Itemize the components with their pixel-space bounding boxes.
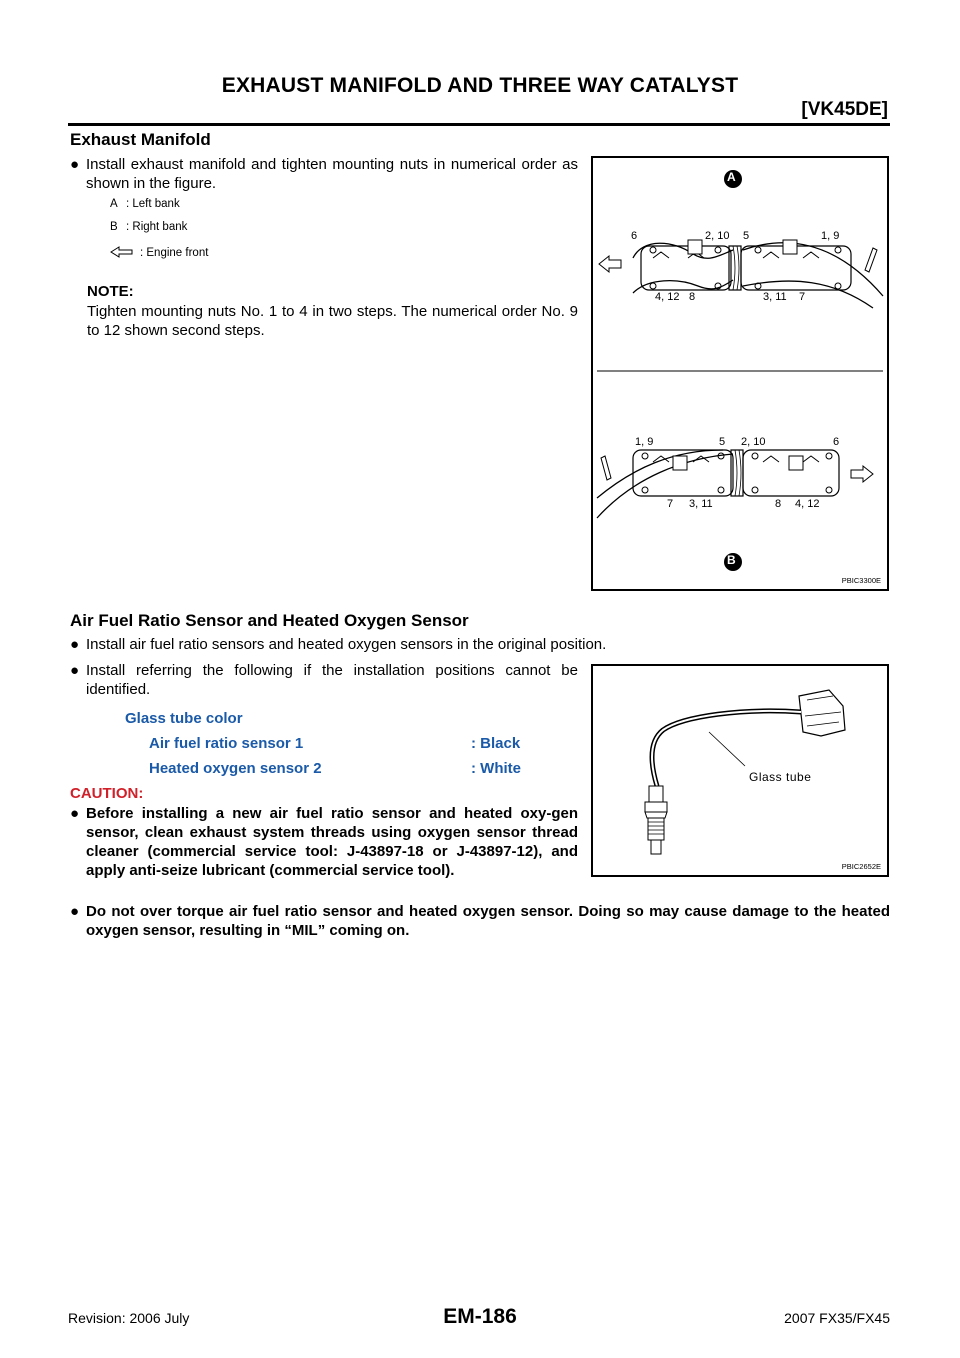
note-text: Tighten mounting nuts No. 1 to 4 in two steps. The numerical order No. 9 to 12 shown second steps. (87, 303, 578, 339)
caution-text: Do not over torque air fuel ratio sensor and heated oxygen sensor. Doing so may cause damage to the heated oxygen sensor, resulting in “MIL” coming on. (86, 903, 890, 939)
nut-label: 8 (775, 498, 782, 510)
caution-item-torque (70, 902, 890, 940)
legend-value: : Left bank (126, 198, 180, 210)
glass-row-name: Heated oxygen sensor 2 (149, 760, 322, 777)
glass-tube-title: Glass tube color (125, 710, 243, 727)
callout-glass-tube: Glass tube (749, 770, 812, 784)
footer-page-number: EM-186 (443, 1305, 517, 1328)
nut-label: 1, 9 (635, 436, 654, 448)
section-heading-sensors: Air Fuel Ratio Sensor and Heated Oxygen Sensor (70, 611, 469, 630)
bullet-install-manifold (70, 155, 578, 193)
glass-row-value: : White (471, 760, 521, 777)
bullet-icon: ● (70, 636, 80, 653)
nut-label: 6 (833, 436, 840, 448)
caution-label: CAUTION: (70, 785, 144, 802)
glass-row-value: : Black (471, 735, 521, 752)
nut-label: 4, 12 (795, 498, 820, 510)
section-heading-exhaust-manifold: Exhaust Manifold (70, 130, 211, 149)
bullet-icon: ● (70, 662, 80, 679)
bullet-icon: ● (70, 156, 80, 173)
legend-value: : Engine front (140, 247, 209, 259)
nut-label: 6 (631, 230, 638, 242)
bullet-text: Install referring the following if the installation positions cannot be identified. (86, 662, 578, 698)
manifold-diagram (593, 158, 887, 589)
caution-text: Before installing a new air fuel ratio sensor and heated oxy-gen sensor, clean exhaust system threads using oxygen sensor thread cleaner (commercial service tool: J-43897-18 or J-43897-12), and apply anti-seize lubricant (commercial service tool). (86, 805, 578, 879)
legend-key: B (110, 221, 118, 233)
page-subtitle: [VK45DE] (801, 99, 888, 120)
bullet-icon: ● (70, 903, 80, 920)
figure-exhaust-manifold (591, 156, 889, 591)
nut-label: 7 (667, 498, 674, 510)
nut-label: 5 (743, 230, 750, 242)
footer-model: 2007 FX35/FX45 (784, 1310, 890, 1326)
figure-code: PBIC2652E (841, 862, 881, 871)
note-label: NOTE: (87, 283, 134, 300)
figure-label-b: B (727, 553, 736, 567)
legend-key: A (110, 198, 118, 210)
nut-label: 3, 11 (689, 498, 713, 510)
page-title: EXHAUST MANIFOLD AND THREE WAY CATALYST (221, 74, 739, 97)
legend-value: : Right bank (126, 221, 188, 233)
nut-label: 4, 12 (655, 291, 680, 303)
arrow-left-icon (110, 246, 140, 261)
header-rule (68, 123, 890, 126)
figure-label-a: A (727, 170, 736, 184)
sensor-diagram (593, 666, 887, 875)
caution-item-cleaning (70, 804, 578, 880)
nut-label: 5 (719, 436, 726, 448)
glass-row-name: Air fuel ratio sensor 1 (149, 735, 304, 752)
legend-row-a (110, 198, 180, 210)
nut-label: 2, 10 (741, 436, 766, 448)
figure-code: PBIC3300E (841, 576, 881, 585)
bullet-text: Install exhaust manifold and tighten mounting nuts in numerical order as shown in the figure. (86, 156, 578, 192)
footer-revision: Revision: 2006 July (68, 1310, 190, 1326)
nut-label: 7 (799, 291, 806, 303)
nut-label: 2, 10 (705, 230, 730, 242)
legend-row-engine-front (110, 244, 208, 259)
bullet-icon: ● (70, 805, 80, 822)
nut-label: 8 (689, 291, 696, 303)
bullet-install-referring (70, 661, 578, 699)
bullet-install-original (70, 635, 890, 654)
figure-sensor-glass-tube (591, 664, 889, 877)
bullet-text: Install air fuel ratio sensors and heated oxygen sensors in the original position. (86, 636, 607, 653)
nut-label: 3, 11 (763, 291, 787, 303)
nut-label: 1, 9 (821, 230, 840, 242)
legend-row-b (110, 221, 187, 233)
